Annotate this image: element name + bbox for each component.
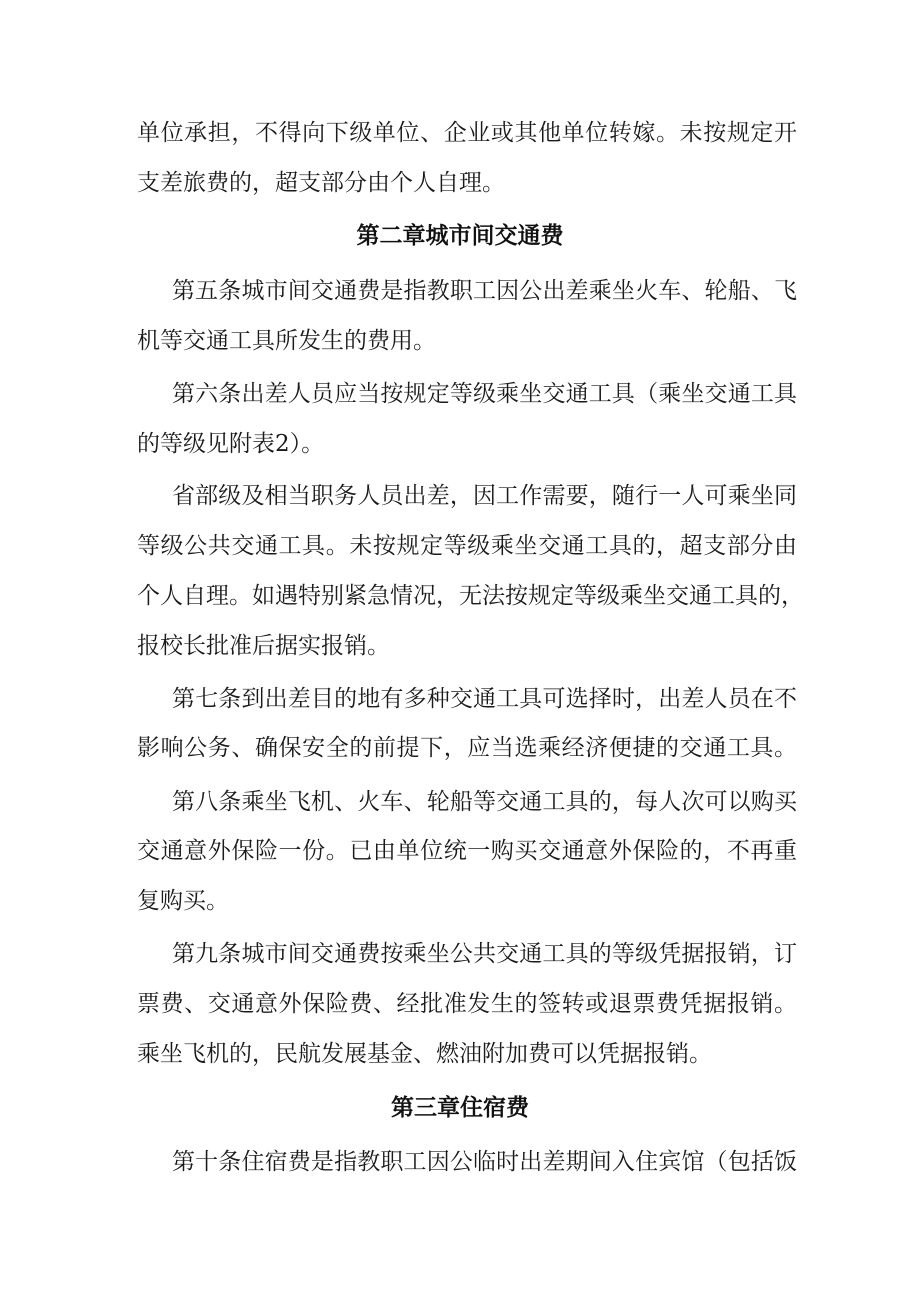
paragraph-line: 第十条住宿费是指教职工因公临时出差期间入住宾馆（包括饭 (172, 1149, 797, 1175)
paragraph-line: 交通意外保险一份。已由单位统一购买交通意外保险的，不再重 (137, 838, 797, 864)
paragraph-line: 的等级见附表2）。 (137, 431, 325, 457)
paragraph-line: 第八条乘坐飞机、火车、轮船等交通工具的，每人次可以购买 (172, 789, 797, 815)
paragraph-line: 机等交通工具所发生的费用。 (137, 328, 436, 354)
paragraph-line: 第六条出差人员应当按规定等级乘坐交通工具（乘坐交通工具 (172, 381, 797, 407)
chapter-heading: 第二章城市间交通费 (356, 223, 564, 249)
paragraph-line: 第九条城市间交通费按乘坐公共交通工具的等级凭据报销，订 (172, 941, 797, 967)
paragraph-line: 省部级及相当职务人员出差，因工作需要，随行一人可乘坐同 (172, 483, 797, 509)
paragraph-line: 票费、交通意外保险费、经批准发生的签转或退票费凭据报销。 (137, 991, 797, 1017)
paragraph-line: 乘坐飞机的，民航发展基金、燃油附加费可以凭据报销。 (137, 1041, 712, 1067)
paragraph-line: 第七条到出差目的地有多种交通工具可选择时，出差人员在不 (172, 686, 797, 712)
paragraph-line: 个人自理。如遇特别紧急情况，无法按规定等级乘坐交通工具的， (137, 583, 804, 609)
paragraph-line: 复购买。 (137, 888, 229, 914)
paragraph-line: 单位承担，不得向下级单位、企业或其他单位转嫁。未按规定开 (137, 120, 797, 146)
paragraph-line: 等级公共交通工具。未按规定等级乘坐交通工具的，超支部分由 (137, 533, 797, 559)
paragraph-line: 影响公务、确保安全的前提下，应当选乘经济便捷的交通工具。 (137, 735, 797, 761)
paragraph-line: 支差旅费的，超支部分由个人自理。 (137, 170, 505, 196)
paragraph-line: 报校长批准后据实报销。 (137, 633, 390, 659)
chapter-heading: 第三章住宿费 (391, 1095, 529, 1121)
paragraph-line: 第五条城市间交通费是指教职工因公出差乘坐火车、轮船、飞 (172, 278, 797, 304)
